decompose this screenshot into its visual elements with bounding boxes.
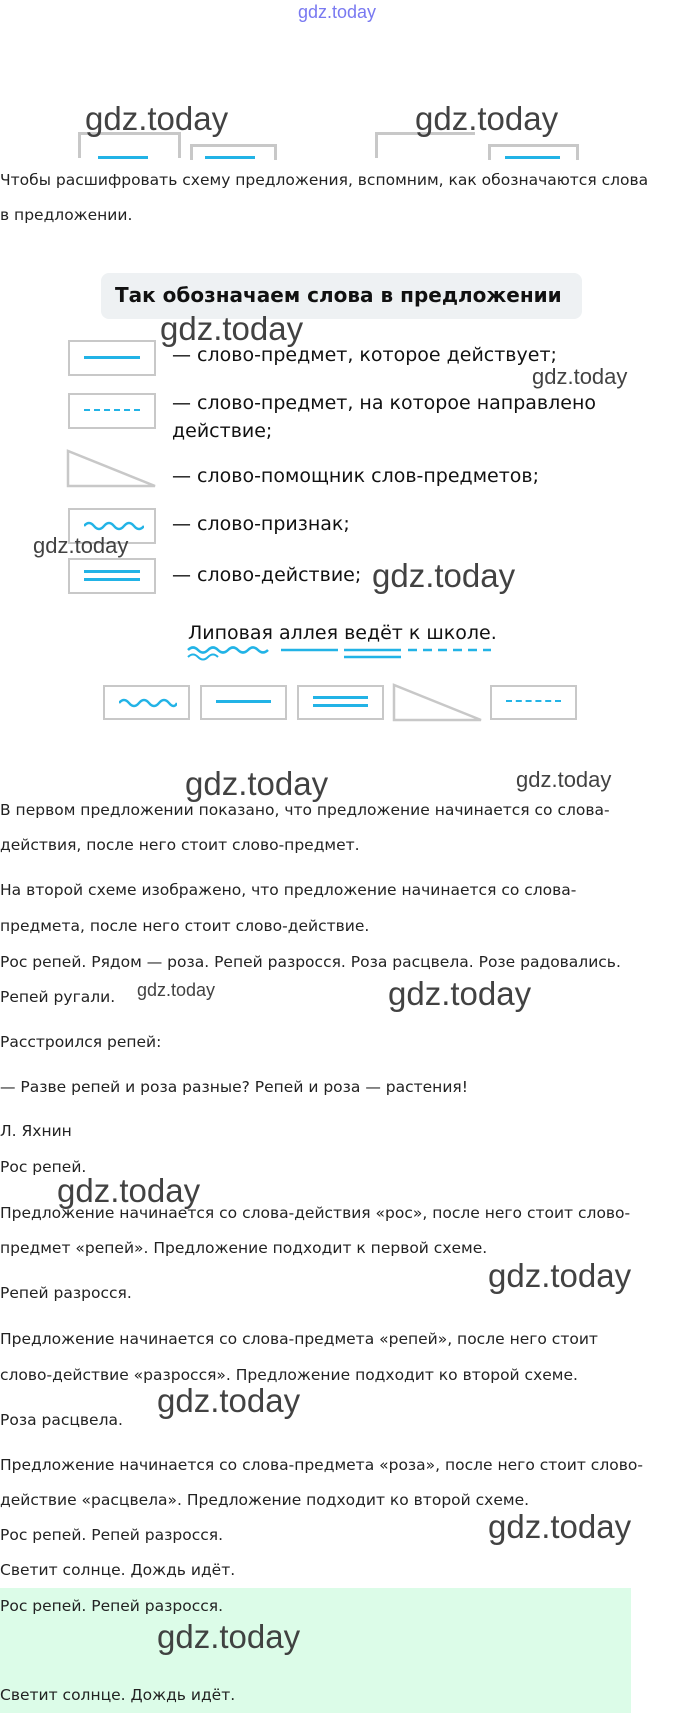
example-underlines [186, 645, 496, 665]
body-line: В первом предложении показано, что предложение начинается со слова- [0, 801, 610, 819]
body-line: предмета, после него стоит слово-действие. [0, 917, 370, 935]
body-line: Светит солнце. Дождь идёт. [0, 1561, 236, 1579]
body-line: Расстроился репей: [0, 1033, 162, 1051]
legend-item-attribute: — слово-признак; [172, 513, 350, 535]
legend-item-object-cont: действие; [172, 420, 273, 442]
body-line: Рос репей. Репей разросся. [0, 1526, 224, 1544]
example-scheme-object [490, 685, 577, 720]
watermark: gdz.today [415, 100, 559, 137]
body-line: слово-действие «разросся». Предложение подходит ко второй схеме. [0, 1366, 578, 1384]
body-line: Л. Яхнин [0, 1122, 72, 1140]
legend-item-action: — слово-действие; [172, 564, 362, 586]
watermark: gdz.today [160, 310, 304, 347]
legend-title: Так обозначаем слова в предложении [115, 283, 562, 307]
watermark: gdz.today [372, 557, 516, 594]
watermark: gdz.today [157, 1382, 301, 1419]
watermark: gdz.today [85, 100, 229, 137]
body-line: Репей разросся. [0, 1284, 132, 1302]
object-scheme-icon [68, 393, 156, 429]
watermark: gdz.today [137, 980, 216, 1000]
action-scheme-icon [68, 558, 156, 594]
body-line: — Разве репей и роза разные? Репей и роза — растения! [0, 1078, 468, 1096]
legend-item-object: — слово-предмет, на которое направлено [172, 392, 596, 414]
watermark: gdz.today [516, 767, 612, 792]
body-line: предмет «репей». Предложение подходит к первой схеме. [0, 1239, 488, 1257]
subject-scheme-icon [68, 340, 156, 376]
body-line: Рос репей. [0, 1158, 87, 1176]
watermark: gdz.today [488, 1257, 632, 1294]
body-line: действие «расцвела». Предложение подходит ко второй схеме. [0, 1491, 530, 1509]
watermark: gdz.today [388, 975, 532, 1012]
watermark: gdz.today [33, 533, 129, 558]
body-line: Предложение начинается со слова-предмета «роза», после него стоит слово- [0, 1456, 643, 1474]
watermark: gdz.today [488, 1508, 632, 1545]
body-line: Предложение начинается со слова-предмета «репей», после него стоит [0, 1330, 598, 1348]
example-scheme-helper [392, 683, 484, 723]
answer-line: Рос репей. Репей разросся. [0, 1597, 224, 1615]
example-scheme-attribute [103, 685, 190, 720]
answer-line: Светит солнце. Дождь идёт. [0, 1686, 236, 1704]
legend-item-helper: — слово-помощник слов-предметов; [172, 465, 540, 487]
body-line: Репей ругали. [0, 988, 116, 1006]
body-line: действия, после него стоит слово-предмет. [0, 836, 360, 854]
watermark: gdz.today [185, 765, 329, 802]
body-line: Роза расцвела. [0, 1411, 123, 1429]
watermark: gdz.today [298, 2, 377, 22]
legend-item-subject: — слово-предмет, которое действует; [172, 344, 557, 366]
example-scheme-subject [200, 685, 287, 720]
example-sentence: Липовая аллея ведёт к школе. [188, 622, 497, 644]
intro-line: Чтобы расшифровать схему предложения, вспомним, как обозначаются слова [0, 171, 649, 189]
body-line: Предложение начинается со слова-действия «рос», после него стоит слово- [0, 1204, 631, 1222]
body-line: На второй схеме изображено, что предложение начинается со слова- [0, 881, 577, 899]
body-line: Рос репей. Рядом — роза. Репей разросся. Роза расцвела. Розе радовались. [0, 953, 621, 971]
watermark: gdz.today [57, 1172, 201, 1209]
helper-word-scheme-icon [66, 449, 158, 489]
watermark: gdz.today [532, 364, 628, 389]
watermark: gdz.today [157, 1618, 301, 1655]
intro-line: в предложении. [0, 206, 133, 224]
example-scheme-action [297, 685, 384, 720]
